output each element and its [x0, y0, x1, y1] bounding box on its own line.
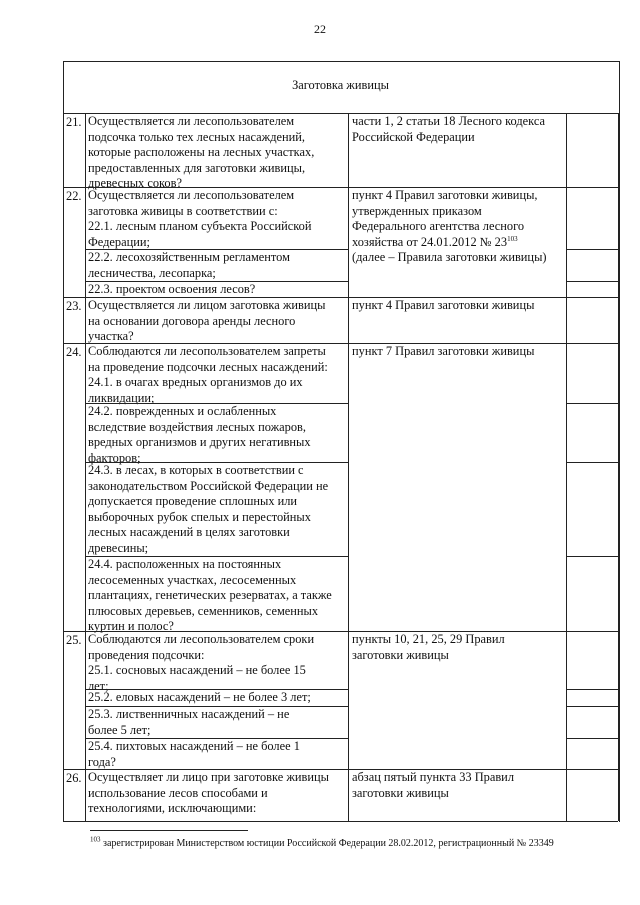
answer-cell-divider — [566, 706, 618, 707]
column-divider — [618, 113, 619, 821]
column-divider — [85, 113, 86, 821]
footnote-text: зарегистрирован Министерством юстиции Российской Федерации 28.02.2012, регистрационный № 23349 — [103, 838, 554, 849]
footnote-rule — [90, 830, 248, 831]
footnote-ref: 103 — [507, 234, 518, 243]
legal-reference: абзац пятый пункта 33 Правил заготовки живицы — [352, 770, 514, 800]
legal-reference: пункт 7 Правил заготовки живицы — [352, 344, 535, 358]
row-number: 22. — [66, 189, 82, 203]
answer-cell-divider — [566, 249, 618, 250]
page-number: 22 — [314, 22, 326, 36]
section-title: Заготовка живицы — [292, 78, 389, 92]
row-number: 23. — [66, 299, 82, 313]
question-text: Осуществляется ли лесопользователем заготовка живицы в соответствии с: 22.1. лесным планом субъекта Российской Федерации; — [88, 188, 312, 249]
row-number: 25. — [66, 633, 82, 647]
answer-cell-divider — [566, 403, 618, 404]
question-text: 25.3. лиственничных насаждений – не более 5 лет; — [88, 707, 290, 737]
answer-cell-divider — [566, 281, 618, 282]
question-text: 24.3. в лесах, в которых в соответствии с законодательством Российской Федерации не допускается проведение сплошных или выборочных рубок спелых и перестойных лесных насаждений в целях заготовки древесины; — [88, 463, 329, 555]
legal-reference: пункт 4 Правил заготовки живицы — [352, 298, 535, 312]
question-text: 24.2. поврежденных и ослабленных вследствие воздействия лесных пожаров, вредных организмов и других негативных факторов; — [88, 404, 311, 465]
legal-reference: части 1, 2 статьи 18 Лесного кодекса Российской Федерации — [352, 114, 545, 144]
question-text: 25.4. пихтовых насаждений – не более 1 года? — [88, 739, 300, 769]
answer-cell-divider — [566, 738, 618, 739]
column-divider — [348, 113, 349, 821]
row-number: 26. — [66, 771, 82, 785]
question-text: Соблюдаются ли лесопользователем сроки проведения подсочки: 25.1. сосновых насаждений – не более 15 лет; — [88, 632, 315, 693]
row-number: 21. — [66, 115, 82, 129]
answer-cell-divider — [566, 689, 618, 690]
question-text: 22.2. лесохозяйственным регламентом лесничества, лесопарка; — [88, 250, 290, 280]
question-text: Осуществляет ли лицо при заготовке живицы использование лесов способами и технологиями, исключающими: — [88, 770, 329, 816]
legal-reference: пункт 4 Правил заготовки живицы, утвержденных приказом Федерального агентства лесного хозяйства от 24.01.2012 № $23^{103}$ (далее – Правила заготовки живицы) — [352, 188, 547, 265]
answer-cell-divider — [566, 556, 618, 557]
footnote-mark: 103 — [90, 835, 101, 844]
footnote — [90, 835, 554, 849]
question-text: 25.2. еловых насаждений – не более 3 лет; — [88, 690, 311, 704]
answer-cell-divider — [566, 462, 618, 463]
question-text: Осуществляется ли лесопользователем подсочка только тех лесных насаждений, которые расположены на лесных участках, предоставленных для заготовки живицы, древесных соков? — [88, 114, 315, 191]
question-text: 22.3. проектом освоения лесов? — [88, 282, 256, 296]
row-number: 24. — [66, 345, 82, 359]
legal-reference: пункты 10, 21, 25, 29 Правил заготовки живицы — [352, 632, 505, 662]
question-text: Осуществляется ли лицом заготовка живицы на основании договора аренды лесного участка? — [88, 298, 326, 344]
table-bottom — [63, 821, 618, 822]
column-divider — [566, 113, 567, 821]
question-text: Соблюдаются ли лесопользователем запреты на проведение подсочки лесных насаждений: 24.1. в очагах вредных организмов до их ликвидации; — [88, 344, 328, 405]
question-text: 24.4. расположенных на постоянных лесосеменных участках, лесосеменных плантациях, генетических резерватах, а также плюсовых деревьев, семенников, семенных куртин и полос? — [88, 557, 332, 634]
